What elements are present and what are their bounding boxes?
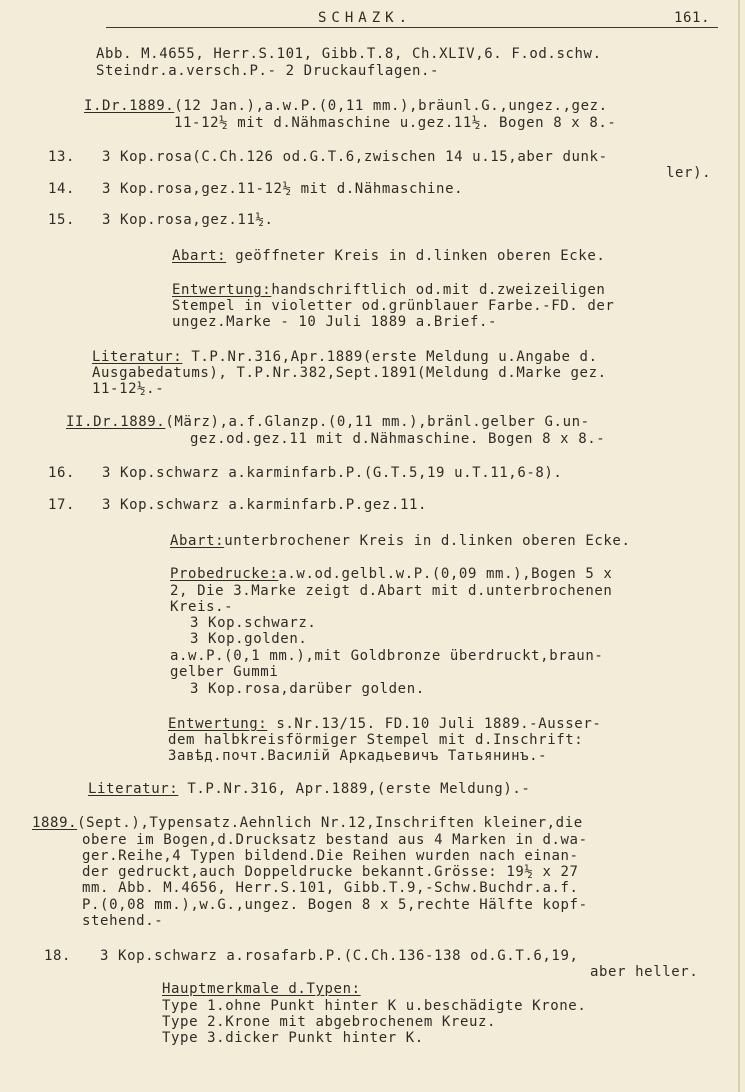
text-line: 3 Kop.golden. [190, 631, 308, 647]
type-features-heading: Hauptmerkmale d.Typen: [162, 981, 361, 997]
text-line: gez.od.gez.11 mit d.Nähmaschine. Bogen 8 x 8.- [190, 431, 606, 447]
text-line: Stempel in violetter od.grünblauer Farbe.-FD. der [172, 298, 615, 314]
literatur-label: Literatur: [92, 349, 183, 365]
item-text: 3 Kop.rosa,gez.11½. [102, 212, 274, 228]
note-line [172, 282, 605, 298]
item-text: 3 Kop.schwarz a.karminfarb.P.(G.T.5,19 u.T.11,6-8). [102, 465, 563, 481]
item-number: 16. [48, 465, 76, 481]
page-number: 161. [674, 10, 711, 26]
text-line: P.(0,08 mm.),w.G.,ungez. Bogen 8 x 5,rechte Hälfte kopf- [82, 897, 588, 913]
section-line [84, 98, 608, 114]
text-line: 11-12½ mit d.Nähmaschine u.gez.11½. Bogen 8 x 8.- [174, 115, 617, 131]
note-line [168, 716, 601, 732]
type-line: Type 3.dicker Punkt hinter K. [162, 1030, 424, 1046]
probedrucke-label: Probedrucke: [170, 566, 279, 582]
item-text: 3 Kop.schwarz a.karminfarb.P.gez.11. [102, 497, 428, 513]
type-line: Type 1.ohne Punkt hinter K u.beschädigte Krone. [162, 998, 587, 1014]
text-span: T.P.Nr.316, Apr.1889,(erste Meldung).- [178, 781, 531, 797]
text-line: Ausgabedatums), T.P.Nr.382,Sept.1891(Meldung d.Marke gez. [92, 365, 607, 381]
text-line: a.w.P.(0,1 mm.),mit Goldbronze überdruckt,braun- [170, 648, 604, 664]
text-line: Steindr.a.versch.P.- 2 Druckauflagen.- [96, 63, 440, 79]
entwertung-label: Entwertung: [172, 282, 272, 298]
text-line: Kreis.- [170, 599, 234, 615]
item-number: 18. [44, 948, 72, 964]
text-span: handschriftlich od.mit d.zweizeiligen [271, 282, 606, 298]
item-number: 13. [48, 149, 76, 165]
text-line: 3 Kop.rosa,darüber golden. [190, 681, 425, 697]
year-label: 1889. [32, 815, 78, 831]
text-line: Abb. M.4655, Herr.S.101, Gibb.T.8, Ch.XLIV,6. F.od.schw. [96, 46, 602, 62]
text-line: aber heller. [590, 964, 699, 980]
type-line: Type 2.Krone mit abgebrochenem Kreuz. [162, 1014, 497, 1030]
text-span: a.w.od.gelbl.w.P.(0,09 mm.),Bogen 5 x [278, 566, 613, 582]
header-rule [106, 27, 718, 28]
note-line [170, 566, 612, 582]
text-span: geöffneter Kreis in d.linken oberen Ecke. [226, 248, 606, 264]
text-span: s.Nr.13/15. FD.10 Juli 1889.-Ausser- [267, 716, 602, 732]
item-text: 3 Kop.rosa(C.Ch.126 od.G.T.6,zwischen 14 u.15,aber dunk- [102, 149, 608, 165]
print-run-label: I.Dr.1889. [84, 98, 175, 114]
text-line: gelber Gummi [170, 664, 279, 680]
abart-label: Abart: [172, 248, 227, 264]
text-line: ger.Reihe,4 Typen bildend.Die Reihen wurden nach einan- [82, 848, 579, 864]
print-run-label: II.Dr.1889. [66, 414, 166, 430]
text-line: 11-12½.- [92, 381, 165, 397]
literatur-label: Literatur: [88, 781, 179, 797]
text-span: (Sept.),Typensatz.Aehnlich Nr.12,Inschriften kleiner,die [77, 815, 583, 831]
abart-label: Abart: [170, 533, 225, 549]
literature-line [88, 781, 530, 797]
text-span: (März),a.f.Glanzp.(0,11 mm.),bränl.gelber G.un- [165, 414, 590, 430]
text-line: ungez.Marke - 10 Juli 1889 a.Brief.- [172, 314, 498, 330]
item-number: 14. [48, 181, 76, 197]
text-line: der gedruckt,auch Doppeldrucke bekannt.Grösse: 19½ x 27 [82, 864, 579, 880]
text-line: dem halbkreisförmiger Stempel mit d.Inschrift: [168, 732, 584, 748]
text-span: T.P.Nr.316,Apr.1889(erste Meldung u.Angabe d. [182, 349, 598, 365]
text-line: 2, Die 3.Marke zeigt d.Abart mit d.unterbrochenen [170, 583, 613, 599]
running-header-title: SCHAZK. [318, 10, 413, 26]
item-text: 3 Kop.schwarz a.rosafarb.P.(C.Ch.136-138 od.G.T.6,19, [100, 948, 579, 964]
item-number: 15. [48, 212, 76, 228]
text-span: (12 Jan.),a.w.P.(0,11 mm.),bräunl.G.,ungez.,gez. [174, 98, 608, 114]
note-line [170, 533, 630, 549]
item-text: 3 Kop.rosa,gez.11-12½ mit d.Nähmaschine. [102, 181, 464, 197]
note-line [172, 248, 605, 264]
section-line [32, 815, 583, 831]
literature-line [92, 349, 598, 365]
entwertung-label: Entwertung: [168, 716, 268, 732]
text-line: mm. Abb. M.4656, Herr.S.101, Gibb.T.9,-Schw.Buchdr.a.f. [82, 880, 579, 896]
cyrillic-inscription: Завѣд.почт.Василій Аркадьевичъ Татьянинъ.- [168, 748, 548, 764]
text-line: stehend.- [82, 913, 164, 929]
text-line: ler). [666, 165, 712, 181]
text-line: 3 Kop.schwarz. [190, 615, 317, 631]
text-span: unterbrochener Kreis in d.linken oberen Ecke. [224, 533, 631, 549]
text-line: obere im Bogen,d.Drucksatz bestand aus 4 Marken in d.wa- [82, 832, 588, 848]
page-edge-shadow [738, 0, 740, 1092]
section-line [66, 414, 590, 430]
item-number: 17. [48, 497, 76, 513]
